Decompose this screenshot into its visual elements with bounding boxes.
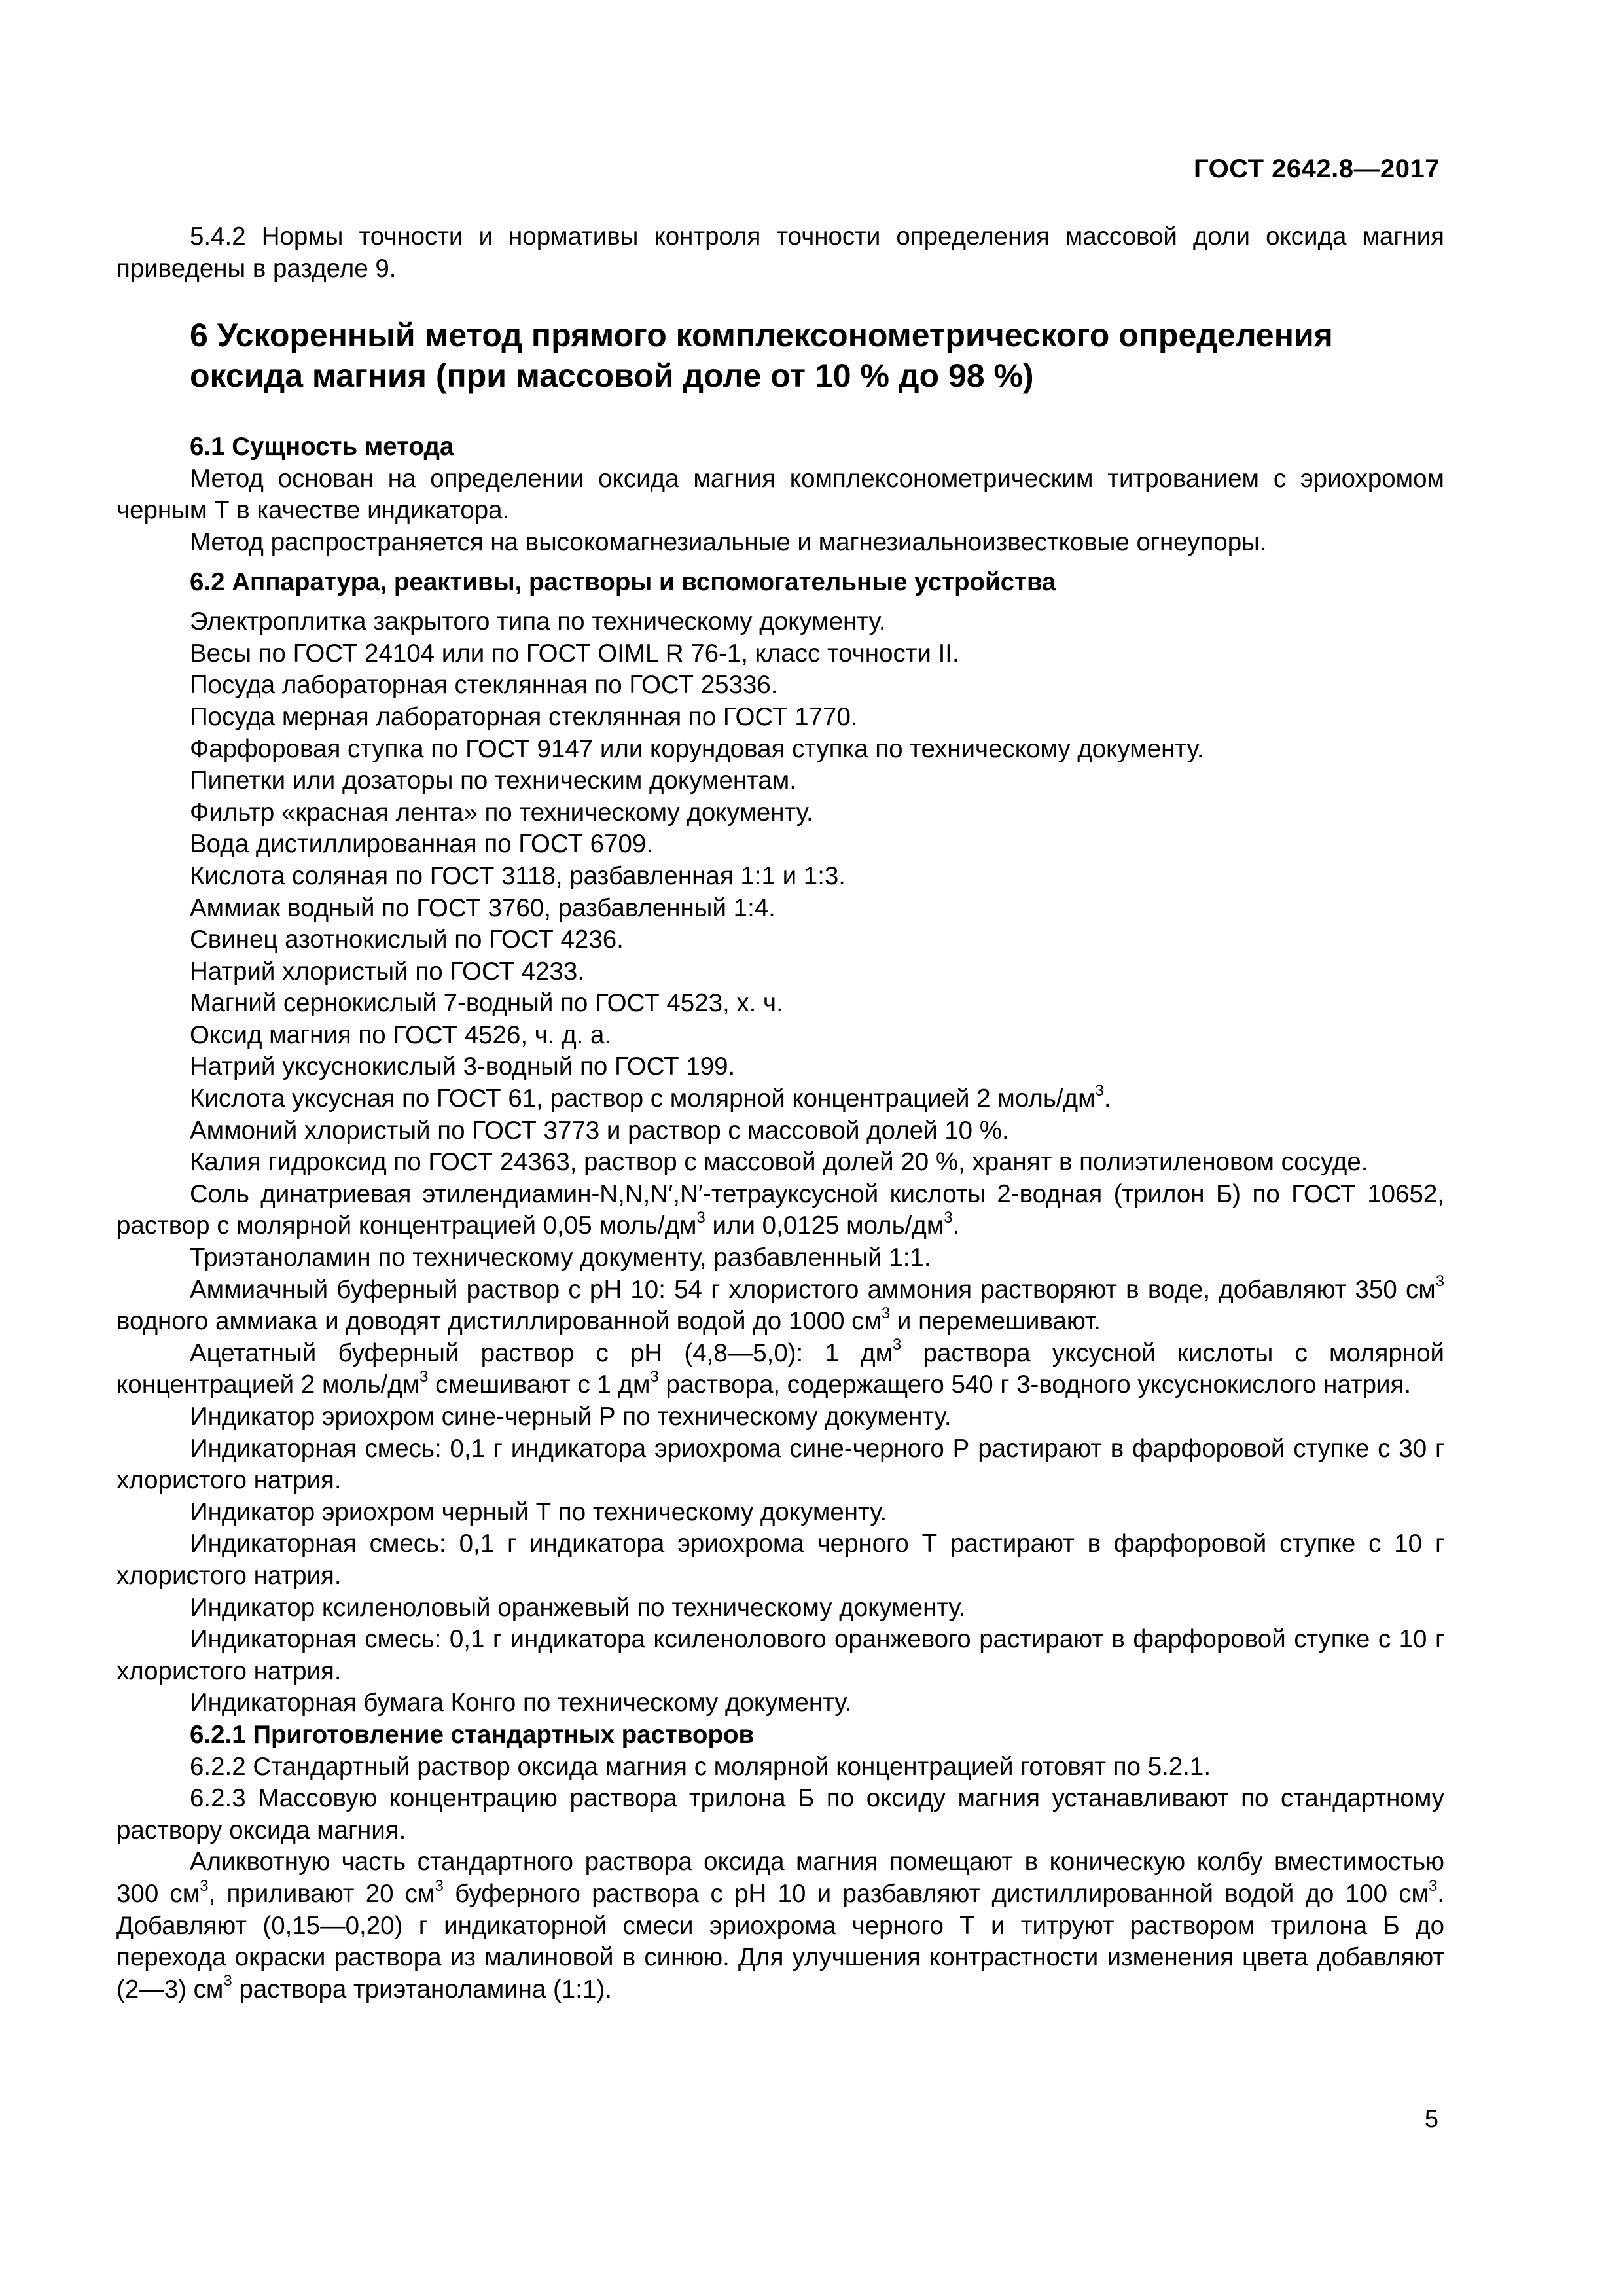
section-6-heading-line-1: 6 Ускоренный метод прямого комплексонометрического определения [190, 317, 1333, 354]
equipment-item: Весы по ГОСТ 24104 или по ГОСТ OIML R 76-1, класс точности II. [190, 639, 959, 668]
reagent-item: Калия гидроксид по ГОСТ 24363, раствор с массовой долей 20 %, хранят в полиэтиленовом сосуде. [190, 1148, 1368, 1177]
acetate-buffer-text-3: смешивают с 1 дм [428, 1371, 651, 1399]
ammonia-buffer-end: и перемешивают. [890, 1307, 1101, 1336]
superscript: 3 [1429, 1876, 1438, 1895]
page-body [116, 221, 1444, 2005]
section-6-heading-line-2: оксида магния (при массовой доле от 10 % до 98 %) [190, 357, 1034, 395]
method-essence-paragraph: Метод основан на определении оксида магния комплексонометрическим титрованием с эриохромом черным Т в качестве индикатора. [116, 464, 1444, 525]
subsection-6-1-heading: 6.1 Сущность метода [190, 433, 454, 461]
ammonia-buffer-text-2: водного аммиака и доводят дистиллированной водой до 1000 см [116, 1307, 882, 1336]
subsection-6-2-1-heading: 6.2.1 Приготовление стандартных растворов [190, 1720, 755, 1749]
acetic-acid-text: Кислота уксусная по ГОСТ 61, раствор с молярной концентрацией 2 моль/дм [190, 1085, 1096, 1113]
indicator-item: Индикатор эриохром сине-черный Р по техническому документу. [190, 1403, 952, 1431]
aliquot-procedure-paragraph [116, 1846, 1444, 2005]
equipment-item: Посуда мерная лабораторная стеклянная по ГОСТ 1770. [190, 702, 858, 731]
superscript: 3 [1095, 1081, 1104, 1100]
trilon-text-2: или 0,0125 моль/дм [705, 1211, 944, 1240]
superscript: 3 [881, 1304, 891, 1322]
trilon-end: . [952, 1211, 960, 1240]
page-number: 5 [1424, 2106, 1438, 2133]
superscript: 3 [893, 1336, 902, 1354]
superscript: 3 [696, 1209, 705, 1227]
superscript: 3 [200, 1876, 209, 1895]
equipment-item: Электроплитка закрытого типа по техническому документу. [190, 607, 886, 636]
aliquot-end: раствора триэтаноламина (1:1). [232, 1975, 612, 2003]
reagent-item: Аммоний хлористый по ГОСТ 3773 и раствор с массовой долей 10 %. [190, 1116, 1009, 1145]
equipment-item: Пипетки или дозаторы по техническим документам. [190, 766, 796, 795]
indicator-item: Индикаторная бумага Конго по техническому документу. [190, 1689, 852, 1717]
acetate-buffer-end: раствора, содержащего 540 г 3-водного уксуснокислого натрия. [658, 1371, 1412, 1399]
indicator-mixture-item: Индикаторная смесь: 0,1 г индикатора эриохрома черного Т растирают в фарфоровой ступке с 10 г хлористого натрия. [116, 1530, 1444, 1590]
paragraph-6-2-3: 6.2.3 Массовую концентрацию раствора трилона Б по оксиду магния устанавливают по стандартному раствору оксида магния. [116, 1784, 1444, 1844]
aliquot-text: Аликвотную часть стандартного раствора оксида магния помещают в коническую колбу вместимостью 300 см [116, 1848, 1444, 1908]
aliquot-text-3: буферного раствора с pH 10 и разбавляют дистиллированной водой до 100 см [443, 1879, 1429, 1908]
reagent-item: Кислота соляная по ГОСТ 3118, разбавленная 1:1 и 1:3. [190, 861, 846, 890]
indicator-item: Индикатор эриохром черный Т по техническому документу. [190, 1498, 887, 1526]
superscript: 3 [1435, 1272, 1444, 1291]
reagent-item: Свинец азотнокислый по ГОСТ 4236. [190, 925, 624, 954]
superscript: 3 [944, 1209, 953, 1227]
reagent-item: Оксид магния по ГОСТ 4526, ч. д. а. [190, 1020, 612, 1049]
indicator-item: Индикатор ксиленоловый оранжевый по техническому документу. [190, 1593, 966, 1622]
method-scope-paragraph: Метод распространяется на высокомагнезиальные и магнезиальноизвестковые огнеупоры. [190, 528, 1267, 556]
section-6-heading [116, 315, 1444, 396]
reagent-item: Натрий уксуснокислый 3-водный по ГОСТ 199. [190, 1052, 736, 1081]
indicator-mixture-item: Индикаторная смесь: 0,1 г индикатора ксиленолового оранжевого растирают в фарфоровой ступке с 10 г хлористого натрия. [116, 1625, 1444, 1685]
reagent-item: Аммиак водный по ГОСТ 3760, разбавленный 1:4. [190, 893, 776, 922]
acetate-buffer-text-2: раствора уксусной кислоты с молярной концентрацией 2 моль/дм [116, 1338, 1444, 1399]
reagent-item: Триэтаноламин по техническому документу, разбавленный 1:1. [190, 1244, 931, 1272]
acetic-acid-item [116, 1083, 1444, 1115]
aliquot-text-2: , приливают 20 см [208, 1879, 435, 1908]
equipment-item: Фильтр «красная лента» по техническому документу. [190, 798, 813, 827]
document-code-header: ГОСТ 2642.8—2017 [1193, 154, 1440, 183]
paragraph-5-4-2: 5.4.2 Нормы точности и нормативы контроля точности определения массовой доли оксида магния приведены в разделе 9. [116, 223, 1444, 283]
reagent-item: Магний сернокислый 7-водный по ГОСТ 4523, х. ч. [190, 989, 783, 1018]
equipment-item: Фарфоровая ступка по ГОСТ 9147 или корундовая ступка по техническому документу. [190, 734, 1204, 763]
trilon-item [116, 1179, 1444, 1242]
indicator-mixture-item: Индикаторная смесь: 0,1 г индикатора эриохрома сине-черного Р растирают в фарфоровой ступке с 30 г хлористого натрия. [116, 1434, 1444, 1495]
equipment-item: Посуда лабораторная стеклянная по ГОСТ 25336. [190, 671, 778, 700]
reagent-item: Вода дистиллированная по ГОСТ 6709. [190, 830, 654, 859]
superscript: 3 [419, 1368, 429, 1386]
acetate-buffer-text: Ацетатный буферный раствор с pH (4,8—5,0): 1 дм [190, 1338, 893, 1367]
superscript: 3 [223, 1972, 232, 1990]
superscript: 3 [435, 1876, 444, 1895]
aliquot-text-4: . Добавляют (0,15—0,20) г индикаторной смеси эриохрома черного Т и титруют раствором трилона Б до перехода окраски раствора из малиновой в синюю. Для улучшения контрастности изменения цвета добавляют (2—3) см [116, 1879, 1444, 2003]
ammonia-buffer-item [116, 1274, 1444, 1338]
acetic-acid-end: . [1103, 1085, 1111, 1113]
trilon-text: Соль динатриевая этилендиамин-N,N,N′,N′-тетрауксусной кислоты 2-водная (трилон Б) по ГОСТ 10652, раствор с молярной концентрацией 0,05 моль/дм [116, 1179, 1444, 1240]
reagent-item: Натрий хлористый по ГОСТ 4233. [190, 957, 585, 986]
paragraph-6-2-2: 6.2.2 Стандартный раствор оксида магния с молярной концентрацией готовят по 5.2.1. [190, 1752, 1211, 1781]
ammonia-buffer-text: Аммиачный буферный раствор с pH 10: 54 г хлористого аммония растворяют в воде, добавляют 350 см [190, 1275, 1436, 1304]
superscript: 3 [650, 1368, 659, 1386]
acetate-buffer-item [116, 1338, 1444, 1401]
subsection-6-2-heading: 6.2 Аппаратура, реактивы, растворы и вспомогательные устройства [190, 567, 1056, 596]
